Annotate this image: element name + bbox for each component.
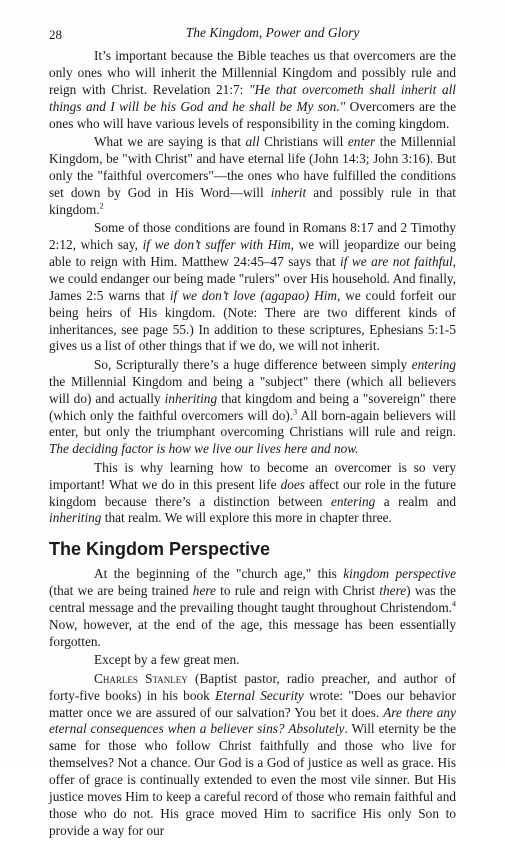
italic-text: there — [379, 583, 407, 599]
paragraph — [49, 460, 456, 528]
text-run: Some of those conditions are found in Romans 8:17 and 2 Timothy 2:12, which say, — [49, 220, 456, 252]
section-heading: The Kingdom Perspective — [49, 539, 271, 560]
text-run: . Will eternity be the same for those who follow Christ faithfully and those who live for themselves? Not a chance. Our God is a God of justice as well as grace. His offer of grace is continually extended to even the most vile sinner. But His justice moves Him to keep a careful record of those who remain faithful and those who do not. His grace moved Him to sacrifice His only Son to provide a way for our — [49, 721, 456, 838]
paragraph — [49, 671, 456, 840]
text-run: the Millennial Kingdom, be "with Christ" and have eternal life (John 14:3; John 3:16). But only the "faithful overcomers"—the ones who have fulfilled the conditions set down by God in His Word—will — [49, 134, 457, 200]
italic-text: inheriting — [49, 510, 102, 526]
text-run: Now, however, at the end of the age, this message has been essentially forgotten. — [49, 617, 456, 649]
text-run: the Millennial Kingdom and being a "subject" there (which all believers will do) and actually — [49, 373, 456, 406]
text-run: It’s important because the Bible teaches us that overcomers are the only ones who will inherit the Millennial Kingdom and possibly rule and reign with Christ. Revelation 21:7: — [49, 48, 456, 97]
italic-text: kingdom perspective — [343, 566, 456, 582]
italic-text: here — [192, 583, 216, 599]
footnote-ref: 4 — [452, 599, 456, 609]
text-run: What we are saying is that — [94, 134, 246, 150]
text-run: affect our role in the future kingdom because there’s a distinction between — [49, 476, 456, 509]
text-run: This is why learning how to become an overcomer is so very important! What we do in this present life — [49, 459, 456, 492]
italic-text: if we don’t love (agapao) Him — [169, 287, 337, 303]
text-run: a realm and — [375, 493, 457, 509]
footnote-ref: 2 — [99, 201, 104, 211]
text-run: , we will jeopardize our being able to reign with Him. Matthew 24:45–47 says that — [49, 236, 456, 269]
author-name: Charles Stanley — [94, 670, 188, 686]
italic-text: does — [280, 476, 305, 492]
italic-text: entering — [411, 356, 456, 372]
text-run: that kingdom and being a "sovereign" there (which only the faithful overcomers will do). — [49, 390, 456, 423]
paragraph — [49, 357, 456, 458]
italic-text: Eternal Security — [215, 687, 304, 703]
paragraph — [49, 566, 456, 651]
italic-text: Are there any eternal consequences when a believer sins? Absolutely — [49, 704, 456, 737]
text-run: Overcomers are the ones who will have various levels of responsibility in the coming kingdom. — [49, 98, 456, 131]
text-run: ) was the central message and the prevailing thought taught throughout Christendom. — [49, 583, 457, 616]
text-run: (Baptist pastor, radio preacher, and author of forty-five books) in his book — [49, 670, 456, 703]
running-title: The Kingdom, Power and Glory — [185, 25, 360, 40]
paragraph — [49, 134, 456, 219]
text-run: , we could endanger our being made "rulers" over His household. And finally, James 2:5 warns that — [49, 253, 456, 303]
text-run: All born-again believers will enter, but only the triumphant overcoming Christians will rule and reign. — [49, 407, 456, 440]
italic-text: all — [245, 134, 260, 150]
text-run: Christians will — [259, 134, 348, 150]
text-run: that realm. We will explore this more in chapter three. — [101, 510, 392, 526]
italic-text: enter — [347, 134, 376, 150]
text-run: , we could forfeit our being heirs of His kingdom. (Note: There are two different kinds of inheritances, see page 55.) In addition to these scriptures, Ephesians 5:1-5 gives us a list of other things that if we do, we will not inherit. — [49, 287, 456, 354]
page-number: 28 — [49, 27, 62, 42]
text-run: Except by a few great men. — [94, 652, 240, 668]
italic-text: The deciding factor is how we live our lives here and now. — [49, 441, 359, 457]
paragraph — [49, 652, 456, 669]
italic-text: inherit — [270, 184, 307, 200]
text-run: (that we are being trained — [49, 583, 193, 599]
text-run: wrote: "Does our behavior matter once we are assured of our salvation? You bet it does. — [49, 687, 456, 720]
text-run: At the beginning of the "church age," this — [94, 566, 344, 582]
text-run: So, Scripturally there’s a huge difference between simply — [94, 356, 412, 372]
italic-text: if we don’t suffer with Him — [142, 236, 291, 252]
text-run: to rule and reign with Christ — [215, 583, 380, 599]
footnote-ref: 3 — [293, 407, 298, 417]
paragraph — [49, 220, 456, 355]
paragraph — [49, 48, 456, 133]
body-text — [49, 48, 456, 841]
text-run: and possibly rule in that kingdom. — [49, 184, 456, 217]
italic-text: if we are not faithful — [339, 253, 453, 269]
italic-text: inheriting — [164, 390, 218, 406]
italic-text: entering — [330, 493, 376, 509]
italic-text: "He that overcometh shall inherit all things and I will be his God and he shall be My son." — [49, 81, 456, 114]
